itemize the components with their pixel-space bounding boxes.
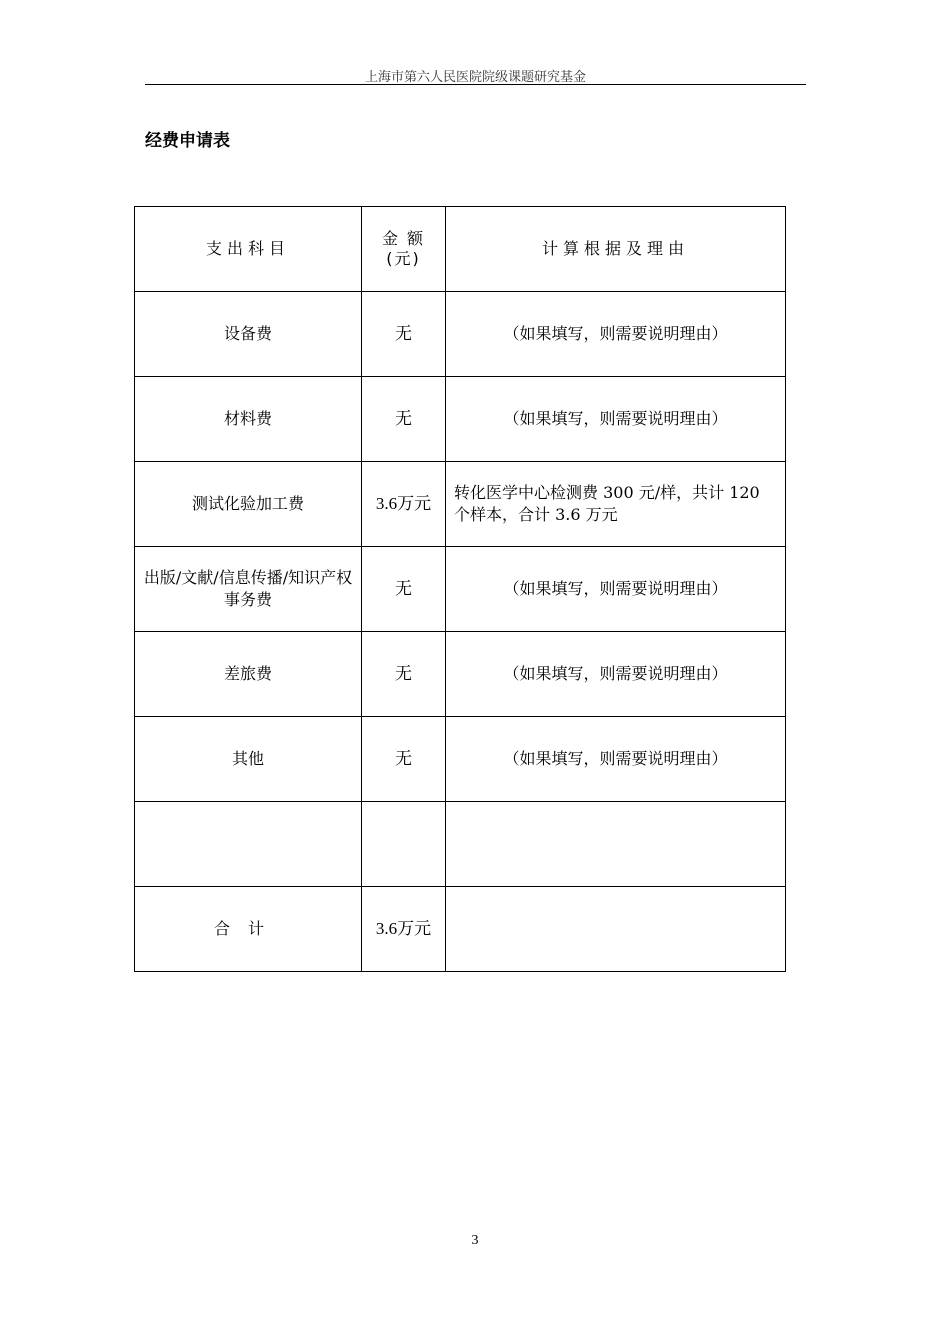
table-total-row — [135, 887, 786, 972]
row-category — [135, 802, 362, 887]
total-reason — [446, 887, 786, 972]
row-amount: 3.6万元 — [362, 462, 446, 547]
form-title: 经费申请表 — [145, 131, 230, 151]
row-category: 出版/文献/信息传播/知识产权事务费 — [135, 547, 362, 632]
page-header-title: 上海市第六人民医院院级课题研究基金 — [364, 70, 586, 85]
row-category: 测试化验加工费 — [135, 462, 362, 547]
row-reason: （如果填写，则需要说明理由） — [446, 377, 786, 462]
header-divider — [145, 84, 806, 85]
row-reason: （如果填写，则需要说明理由） — [446, 632, 786, 717]
row-category: 差旅费 — [135, 632, 362, 717]
table-row — [135, 292, 786, 377]
total-label — [135, 887, 362, 972]
row-category: 材料费 — [135, 377, 362, 462]
budget-table — [134, 206, 786, 972]
table-row — [135, 547, 786, 632]
row-reason: （如果填写，则需要说明理由） — [446, 547, 786, 632]
row-amount: 无 — [362, 632, 446, 717]
row-reason: 转化医学中心检测费 300 元/样，共计 120 个样本，合计 3.6 万元 — [446, 462, 786, 547]
row-amount: 无 — [362, 717, 446, 802]
row-reason — [446, 802, 786, 887]
row-amount: 无 — [362, 547, 446, 632]
row-category: 设备费 — [135, 292, 362, 377]
header-reason: 计算根据及理由 — [446, 207, 786, 292]
header-amount-unit: (元) — [386, 249, 421, 268]
row-amount: 无 — [362, 377, 446, 462]
table-row — [135, 377, 786, 462]
header-category: 支出科目 — [135, 207, 362, 292]
table-row — [135, 632, 786, 717]
row-category: 其他 — [135, 717, 362, 802]
table-header-row — [135, 207, 786, 292]
row-reason: （如果填写，则需要说明理由） — [446, 717, 786, 802]
page-number: 3 — [471, 1233, 479, 1248]
header-amount — [362, 207, 446, 292]
table-row — [135, 717, 786, 802]
total-label-text: 合计 — [213, 919, 282, 938]
row-amount — [362, 802, 446, 887]
row-amount: 无 — [362, 292, 446, 377]
total-amount: 3.6万元 — [362, 887, 446, 972]
row-reason: （如果填写，则需要说明理由） — [446, 292, 786, 377]
header-amount-label: 金 额 — [381, 229, 426, 248]
table-row — [135, 462, 786, 547]
table-row-empty — [135, 802, 786, 887]
